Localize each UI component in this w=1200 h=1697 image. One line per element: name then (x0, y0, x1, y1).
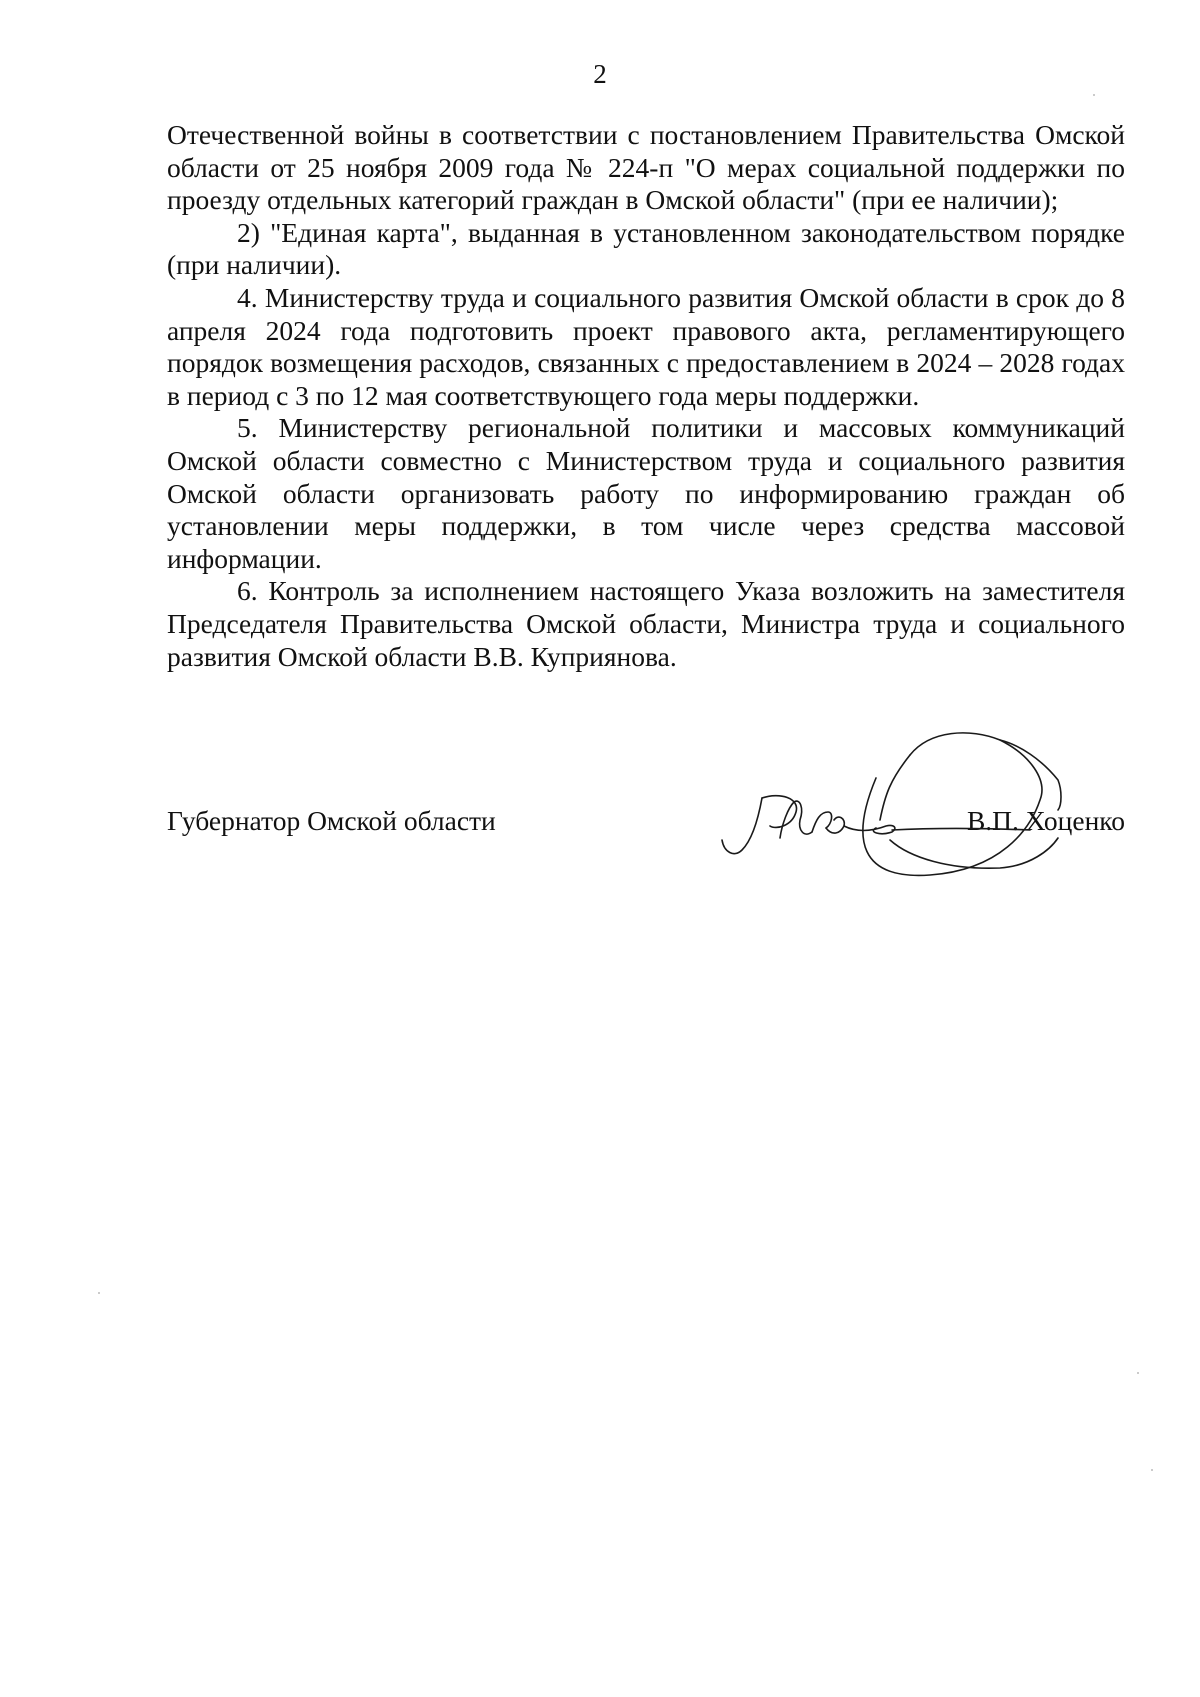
paragraph-item-2-unified-card: 2) "Единая карта", выданная в установленном законодательством порядке (при наличии). (167, 216, 1125, 281)
document-body (167, 119, 1125, 673)
scan-speck (98, 1292, 100, 1294)
paragraph-continuation: Отечественной войны в соответствии с постановлением Правительства Омской области от 25 ноября 2009 года № 224-п "О мерах социальной поддержки по проезду отдельных категорий граждан в Омской области" (при ее наличии); (167, 119, 1125, 216)
scan-speck (1137, 1372, 1139, 1374)
signer-title: Губернатор Омской области (167, 805, 496, 836)
paragraph-clause-5: 5. Министерству региональной политики и массовых коммуникаций Омской области совместно с Министерством труда и социального развития Омской области организовать работу по информированию граждан об установлении меры поддержки, в том числе через средства массовой информации. (167, 412, 1125, 574)
signer-name: В.П. Хоценко (966, 805, 1125, 836)
signature-block (167, 805, 1125, 845)
paragraph-clause-6: 6. Контроль за исполнением настоящего Указа возложить на заместителя Председателя Правительства Омской области, Министра труда и социального развития Омской области В.В. Куприянова. (167, 575, 1125, 672)
page-number: 2 (593, 59, 607, 89)
handwritten-signature-icon (700, 700, 1100, 900)
scan-speck (1093, 94, 1095, 96)
scan-speck (1151, 1469, 1153, 1471)
paragraph-clause-4: 4. Министерству труда и социального развития Омской области в срок до 8 апреля 2024 года подготовить проект правового акта, регламентирующего порядок возмещения расходов, связанных с предоставлением в 2024 – 2028 годах в период с 3 по 12 мая соответствующего года меры поддержки. (167, 281, 1125, 411)
